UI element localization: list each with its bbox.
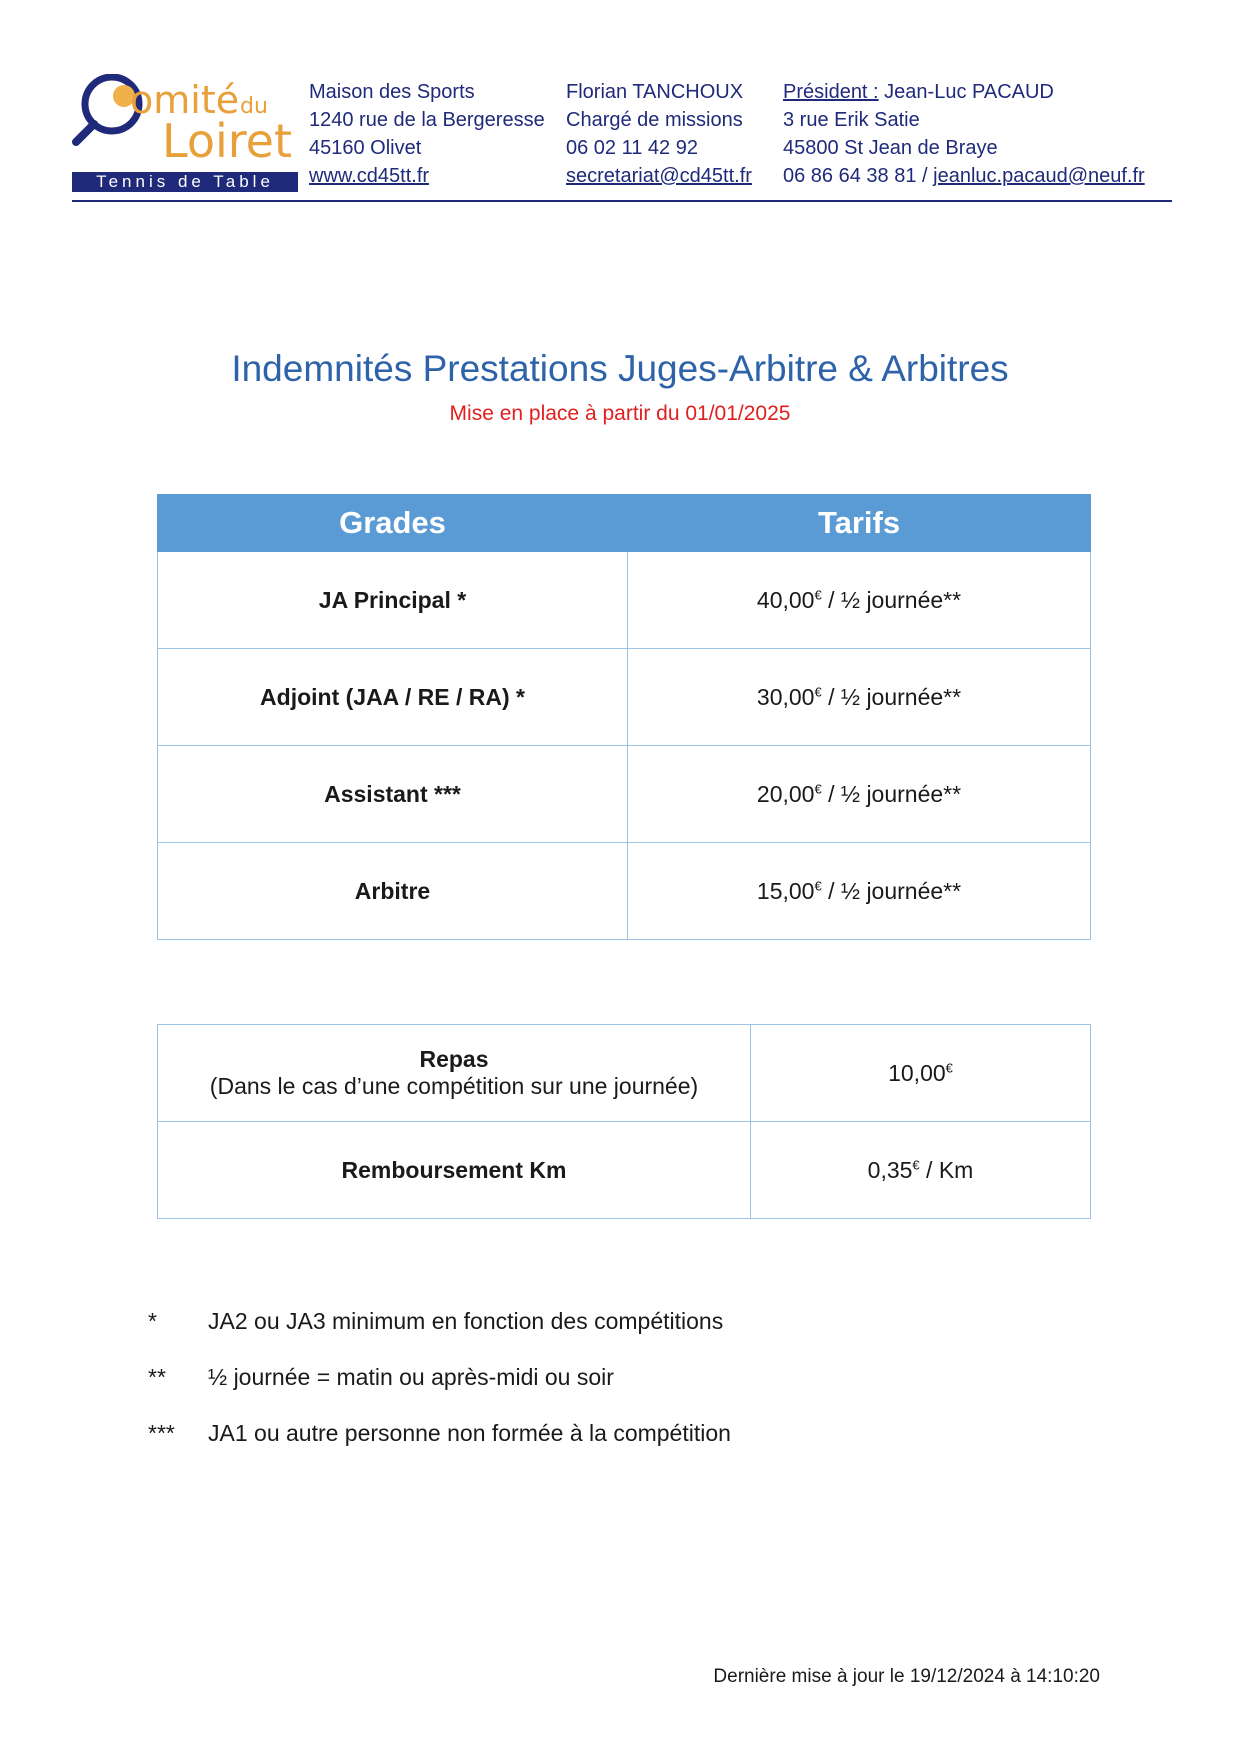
currency-symbol: € [912, 1156, 920, 1172]
km-amount: 0,35 [867, 1156, 913, 1183]
tarif-cell [628, 649, 1091, 746]
extras-table [157, 1024, 1091, 1219]
last-updated: Dernière mise à jour le 19/12/2024 à 14:10:20 [713, 1666, 1100, 1687]
grades-header: Grades [158, 495, 628, 552]
table-row [158, 1122, 1091, 1219]
president-city: 45800 St Jean de Braye [783, 137, 998, 159]
website-link[interactable]: www.cd45tt.fr [309, 165, 430, 187]
currency-symbol: € [814, 780, 822, 796]
tarifs-header: Tarifs [628, 495, 1091, 552]
letterhead [72, 74, 1172, 202]
footnote-mark: *** [148, 1420, 175, 1446]
tarif-amount: 20,00 [756, 780, 815, 807]
tarif-cell [628, 843, 1091, 940]
president-street: 3 rue Erik Satie [783, 109, 920, 131]
repas-note: (Dans le cas d’une compétition sur une journée) [209, 1073, 699, 1099]
contact-email-link[interactable]: secretariat@cd45tt.fr [566, 165, 752, 187]
tarif-unit: / ½ journée** [821, 877, 962, 904]
footnote-mark: * [148, 1308, 157, 1334]
tarif-unit: / ½ journée** [821, 586, 962, 613]
address-line: 1240 rue de la Bergeresse [309, 109, 545, 131]
grade-cell: Assistant *** [158, 746, 628, 843]
page-title: Indemnités Prestations Juges-Arbitre & Arbitres [231, 348, 1009, 389]
address-line: 45160 Olivet [309, 137, 422, 159]
president-block [783, 78, 1145, 190]
tarif-unit: / ½ journée** [821, 780, 962, 807]
contact-block [566, 78, 752, 190]
table-row [158, 1025, 1091, 1122]
address-line: Maison des Sports [309, 81, 475, 103]
repas-amount-cell [751, 1025, 1091, 1122]
grade-cell: Arbitre [158, 843, 628, 940]
logo-word-du: du [240, 94, 268, 119]
table-row [158, 552, 1091, 649]
president-label: Président : [783, 81, 879, 103]
comite-logo [72, 74, 300, 194]
table-row [158, 746, 1091, 843]
table-header-row [158, 495, 1091, 552]
km-label: Remboursement Km [158, 1122, 751, 1219]
header-divider [72, 200, 1172, 202]
tarif-amount: 40,00 [756, 586, 815, 613]
currency-symbol: € [814, 683, 822, 699]
tarif-unit: / ½ journée** [821, 683, 962, 710]
logo-word-omite: omité [130, 78, 240, 122]
president-contact-line [783, 162, 1145, 190]
president-email-link[interactable]: jeanluc.pacaud@neuf.fr [933, 165, 1145, 187]
tarif-amount: 15,00 [756, 877, 815, 904]
footnote-text: JA2 ou JA3 minimum en fonction des compétitions [208, 1308, 724, 1334]
currency-symbol: € [814, 586, 822, 602]
page-subtitle: Mise en place à partir du 01/01/2025 [449, 402, 791, 425]
grade-cell: JA Principal * [158, 552, 628, 649]
logo-word-loiret: Loiret [162, 114, 292, 168]
contact-phone: 06 02 11 42 92 [566, 137, 698, 159]
table-row [158, 649, 1091, 746]
address-block [309, 78, 545, 190]
currency-symbol: € [945, 1059, 953, 1075]
footnote-text: JA1 ou autre personne non formée à la compétition [208, 1420, 731, 1446]
tarif-cell [628, 746, 1091, 843]
footnote-mark: ** [148, 1364, 166, 1390]
repas-amount: 10,00 [888, 1059, 946, 1086]
president-line [783, 78, 1145, 106]
table-row [158, 843, 1091, 940]
km-amount-cell [751, 1122, 1091, 1219]
contact-role: Chargé de missions [566, 109, 743, 131]
currency-symbol: € [814, 877, 822, 893]
footnote-text: ½ journée = matin ou après-midi ou soir [208, 1364, 614, 1390]
repas-label: Repas [419, 1046, 489, 1072]
president-name: Jean-Luc PACAUD [878, 81, 1054, 103]
tarif-cell [628, 552, 1091, 649]
repas-label-cell [158, 1025, 751, 1122]
contact-name: Florian TANCHOUX [566, 81, 744, 103]
grade-cell: Adjoint (JAA / RE / RA) * [158, 649, 628, 746]
tarifs-table [157, 494, 1091, 940]
km-unit: / Km [919, 1156, 974, 1183]
logo-band: Tennis de Table [72, 172, 298, 192]
tarif-amount: 30,00 [756, 683, 815, 710]
president-phone: 06 86 64 38 81 / [783, 165, 934, 187]
